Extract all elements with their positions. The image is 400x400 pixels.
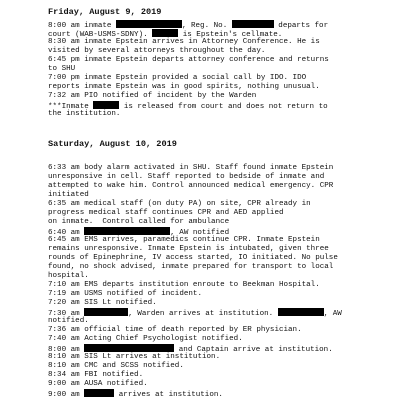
log-line: 7:40 am Acting Chief Psychologist notified. [48, 335, 243, 343]
redaction-block [116, 20, 182, 28]
log-line: 6:45 pm inmate Epstein departs attorney conference and returns [48, 56, 329, 64]
log-line: rounds of Epinephrine, IV access started, IO initiated. No pulse [48, 254, 338, 262]
log-line: hospital. [48, 272, 89, 280]
log-line: 8:00 am and Captain arrive at institution. [48, 346, 333, 354]
redaction-block [232, 20, 274, 28]
log-line: reports inmate Epstein was in good spirits, nothing unusual. [48, 83, 320, 91]
log-line: 6:35 am medical staff (on duty PA) on site, CPR already in [48, 200, 311, 208]
redaction-block [84, 227, 170, 235]
log-line: 9:00 am AUSA notified. [48, 380, 148, 388]
log-line: 8:10 am CMC and SCSS notified. [48, 362, 184, 370]
log-line: visited by several attorneys throughout the day. [48, 47, 266, 55]
redaction-block [84, 344, 174, 352]
log-line: initiated [48, 191, 89, 199]
log-line: attempted to wake him. Control announced medical emergency. CPR [48, 182, 334, 190]
log-line: 6:45 am EMS arrives, paramedics continue CPR. Inmate Epstein [48, 236, 320, 244]
log-line: 7:20 am SIS Lt notified. [48, 299, 157, 307]
log-line: 7:00 pm inmate Epstein provided a social call by IDO. IDO [48, 74, 307, 82]
log-line: 9:00 am arrives at institution. [48, 391, 223, 399]
redaction-block [93, 101, 119, 109]
log-line: 8:00 am inmate , Reg. No. departs for [48, 22, 329, 30]
log-line: 7:10 am EMS departs institution enroute to Beekman Hospital. [48, 281, 320, 289]
log-line: 8:10 am SIS Lt arrives at institution. [48, 353, 221, 361]
log-line: to SHU [48, 65, 76, 73]
log-line: ***Inmate is released from court and does not return to [48, 103, 328, 111]
redaction-block [84, 308, 128, 316]
log-line: unresponsive in cell. Staff reported to bedside of inmate and [48, 173, 325, 181]
log-line: 8:30 am inmate Epstein arrives in Attorney Conference. He is [48, 38, 320, 46]
log-line: on inmate. Control called for ambulance [48, 218, 230, 226]
log-line: remains unresponsive. Inmate Epstein is intubated, given three [48, 245, 329, 253]
redaction-block [278, 308, 324, 316]
log-line: 7:32 am PIO notified of incident by the Warden [48, 92, 257, 100]
log-line: progress medical staff continues CPR and AED applied [48, 209, 284, 217]
redaction-block [84, 389, 114, 397]
section-heading-saturday: Saturday, August 10, 2019 [48, 139, 177, 149]
redaction-block [152, 29, 178, 37]
log-line: 7:30 am , Warden arrives at institution. , AW [48, 310, 342, 318]
log-line: 6:40 am , AW notified [48, 229, 230, 237]
log-line: the institution. [48, 110, 121, 118]
log-line: 8:34 am FBI notified. [48, 371, 144, 379]
log-line: 7:36 am official time of death reported by ER physician. [48, 326, 302, 334]
log-line: 7:19 am USMS notified of incident. [48, 290, 202, 298]
log-line: court (WAB-USMS-SDNY). is Epstein's cellmate. [48, 31, 283, 39]
log-line: 6:33 am body alarm activated in SHU. Staff found inmate Epstein [48, 164, 334, 172]
log-line: notified. [48, 317, 89, 325]
section-heading-friday: Friday, August 9, 2019 [48, 7, 162, 17]
log-line: found, no shock advised, inmate prepared for transport to local [48, 263, 334, 271]
